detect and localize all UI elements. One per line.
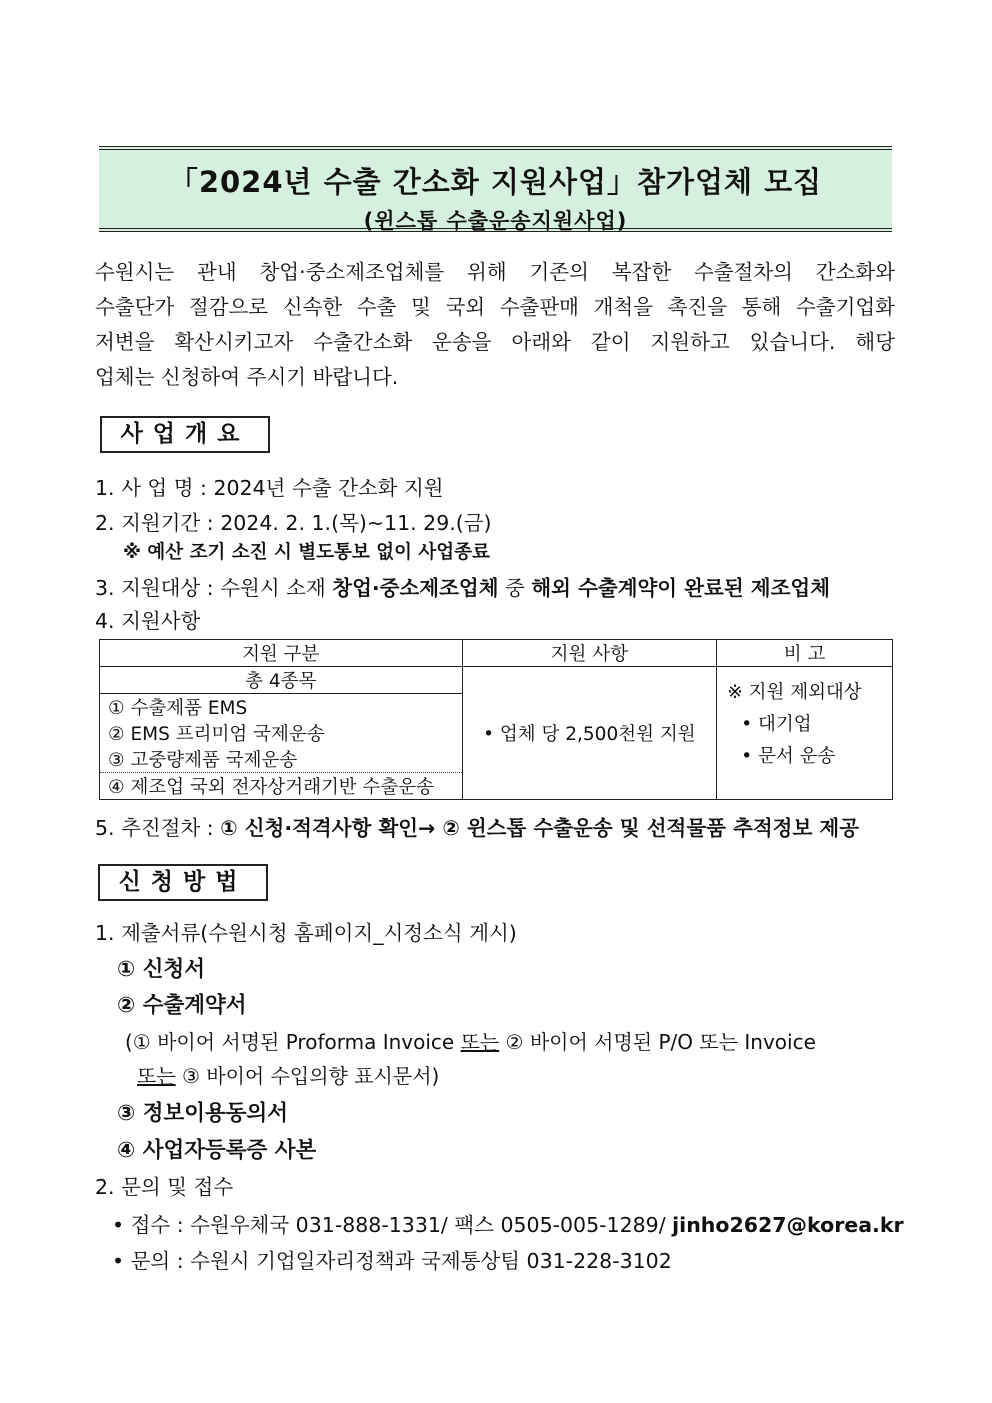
note-cell xyxy=(717,667,893,800)
note-or: 또는 xyxy=(460,1030,500,1054)
target-bold-2: 해외 수출계약이 완료된 제조업체 xyxy=(531,576,830,600)
section-title-overview: 사업개요 xyxy=(100,416,270,453)
intro-line: 저변을 확산시키고자 수출간소화 운송을 아래와 같이 지원하고 있습니다. 해당 xyxy=(95,330,895,354)
contact-receipt-text: • 접수 : 수원우체국 031-888-1331/ 팩스 0505-005-1289/ xyxy=(112,1213,673,1237)
note-text: ② 바이어 서명된 P/O 또는 Invoice xyxy=(499,1030,816,1054)
note-item: • 문서 운송 xyxy=(741,746,836,767)
note-title: ※ 지원 제외대상 xyxy=(727,682,862,703)
target-bold-1: 창업·중소제조업체 xyxy=(332,576,499,600)
section-title-apply: 신청방법 xyxy=(98,864,268,901)
apply-item-documents: 1. 제출서류(수원시청 홈페이지_시정소식 게시) xyxy=(95,921,517,945)
doc-consent: ③ 정보이용동의서 xyxy=(117,1101,289,1126)
intro-line: 수원시는 관내 창업·중소제조업체를 위해 기존의 복잡한 수출절차의 간소화와 xyxy=(95,260,895,284)
apply-item-contact: 2. 문의 및 접수 xyxy=(95,1175,234,1199)
category-item: ④ 제조업 국외 전자상거래기반 수출운송 xyxy=(100,773,463,800)
intro-paragraph xyxy=(95,255,895,395)
contact-email: jinho2627@korea.kr xyxy=(672,1213,904,1237)
doc-contract: ② 수출계약서 xyxy=(117,993,247,1018)
category-item: ② EMS 프리미엄 국제운송 xyxy=(100,720,463,746)
procedure-prefix: 5. 추진절차 : xyxy=(95,816,221,840)
doc-contract-note-2 xyxy=(137,1060,439,1089)
overview-item-procedure xyxy=(95,811,859,841)
table-header: 지원 구분 xyxy=(100,640,463,667)
page-title: 「2024년 수출 간소화 지원사업」참가업체 모집 xyxy=(168,165,823,199)
note-text: (① 바이어 서명된 Proforma Invoice xyxy=(125,1030,461,1054)
contact-receipt xyxy=(112,1208,904,1238)
overview-period-note: ※ 예산 조기 소진 시 별도통보 없이 사업종료 xyxy=(123,542,490,563)
target-mid: 중 xyxy=(498,576,532,600)
procedure-steps: ① 신청·적격사항 확인→ ② 윈스톱 수출운송 및 선적물품 추적정보 제공 xyxy=(220,816,860,840)
page-subtitle: (윈스톱 수출운송지원사업) xyxy=(363,209,628,233)
overview-item-name: 1. 사 업 명 : 2024년 수출 간소화 지원 xyxy=(95,476,444,500)
doc-contract-note-1 xyxy=(125,1026,816,1055)
support-detail: • 업체 당 2,500천원 지원 xyxy=(462,667,717,800)
overview-item-target xyxy=(95,571,830,601)
intro-line: 업체는 신청하여 주시기 바랍니다. xyxy=(95,365,399,389)
contact-inquiry: • 문의 : 수원시 기업일자리정책과 국제통상팀 031-228-3102 xyxy=(112,1249,672,1273)
title-box xyxy=(99,146,892,232)
support-table xyxy=(99,639,893,800)
note-text: ③ 바이어 수입의향 표시문서) xyxy=(175,1064,440,1088)
doc-business-registration: ④ 사업자등록증 사본 xyxy=(117,1138,317,1163)
note-item: • 대기업 xyxy=(741,714,812,735)
table-header: 지원 사항 xyxy=(462,640,717,667)
table-header: 비 고 xyxy=(717,640,893,667)
note-or: 또는 xyxy=(137,1064,176,1088)
doc-application: ① 신청서 xyxy=(117,957,205,982)
category-item: ① 수출제품 EMS xyxy=(100,694,463,721)
category-title: 총 4종목 xyxy=(100,667,463,694)
target-prefix: 3. 지원대상 : 수원시 소재 xyxy=(95,576,333,600)
table-header-row xyxy=(100,640,893,667)
overview-item-support: 4. 지원사항 xyxy=(95,609,201,633)
overview-item-period: 2. 지원기간 : 2024. 2. 1.(목)~11. 29.(금) xyxy=(95,511,492,535)
intro-line: 수출단가 절감으로 신속한 수출 및 국외 수출판매 개척을 촉진을 통해 수출기업화 xyxy=(95,295,895,319)
category-item: ③ 고중량제품 국제운송 xyxy=(100,746,463,773)
